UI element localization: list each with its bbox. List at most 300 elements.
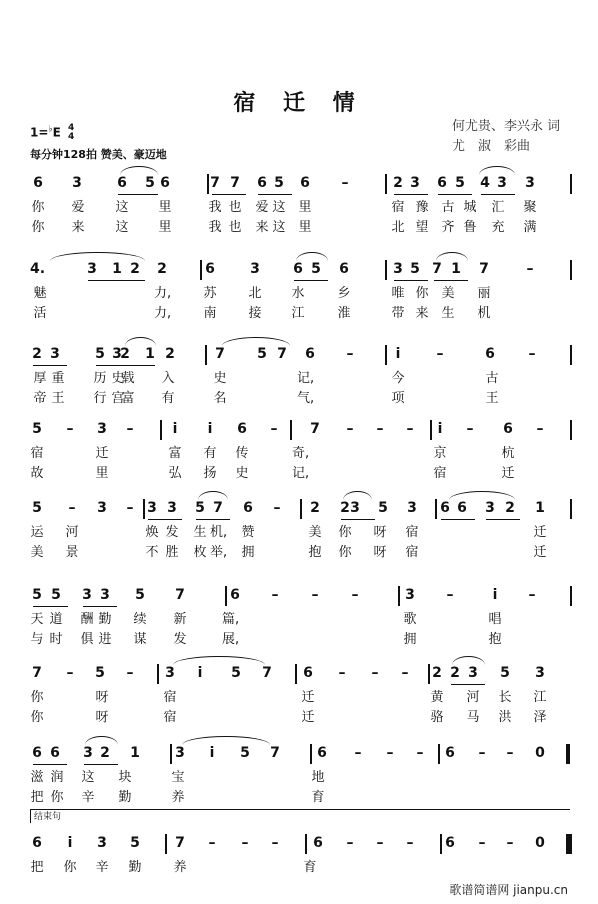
note: 5 (410, 261, 420, 277)
note: – (271, 835, 279, 851)
lyric-syllable: 记, (292, 466, 310, 481)
note: 3 (525, 175, 535, 191)
lyric-syllable: 魅 (33, 286, 47, 301)
lyric-syllable: 骆 (430, 710, 444, 725)
lyric-syllable: 续 (133, 612, 147, 627)
note: 5 (311, 261, 321, 277)
note: 6 (503, 421, 513, 437)
lyric-syllable: 运 (30, 525, 44, 540)
lyric-syllable: 来 (255, 220, 269, 235)
note: 6 (293, 261, 303, 277)
lyric-syllable: 拥 (241, 545, 255, 560)
lyric-syllable: 迁 (533, 545, 547, 560)
barline (310, 744, 312, 764)
beam-underline (111, 280, 145, 281)
lyric-syllable: 呀 (95, 710, 109, 725)
note: 6 (117, 175, 127, 191)
lyric-syllable: 城 (463, 200, 477, 215)
note: 3 (167, 500, 177, 516)
lyric-line-1 (0, 860, 598, 876)
note: i (395, 346, 401, 362)
lyric-syllable: 扬 (203, 466, 217, 481)
lyric-syllable: 宿 (405, 525, 419, 540)
system-3 (0, 343, 598, 406)
lyric-syllable: 展, (222, 632, 240, 647)
beam-underline (83, 606, 117, 607)
lyric-syllable: 带 (391, 306, 405, 321)
song-title: 宿 迁 情 (233, 90, 365, 116)
note: – (478, 835, 486, 851)
note: 7 (432, 261, 442, 277)
note: i (492, 587, 498, 603)
lyric-syllable: 与 (30, 632, 44, 647)
note: 6 (237, 421, 247, 437)
note: 6 (339, 261, 349, 277)
barline (430, 420, 432, 440)
lyric-syllable: 这 (81, 770, 95, 785)
lyric-syllable: 时 (49, 632, 63, 647)
note: 5 (145, 175, 155, 191)
lyric-syllable: 养 (173, 860, 187, 875)
notes-row (0, 742, 598, 764)
lyric-syllable: 北 (391, 220, 405, 235)
lyric-syllable: 抱 (308, 545, 322, 560)
system-6 (0, 584, 598, 647)
notes-row (0, 418, 598, 440)
note: 6 (485, 346, 495, 362)
note: 3 (350, 500, 360, 516)
lyric-syllable: 育 (311, 790, 325, 805)
lyric-syllable: 这 (272, 200, 286, 215)
key-label: 1= (30, 125, 49, 140)
note: 3 (535, 665, 545, 681)
barline-end (570, 586, 572, 606)
lyric-syllable: 力, (154, 306, 172, 321)
note: 6 (445, 745, 455, 761)
lyric-syllable: 你 (31, 200, 45, 215)
lyric-syllable: 把 (30, 790, 44, 805)
lyric-syllable: 美 (30, 545, 44, 560)
note: 3 (97, 835, 107, 851)
lyric-syllable: 发 (173, 632, 187, 647)
lyric-syllable: 里 (298, 220, 312, 235)
barline (435, 499, 437, 519)
note: 3 (97, 500, 107, 516)
lyric-syllable: 迁 (501, 466, 515, 481)
note: 3 (165, 665, 175, 681)
lyric-syllable: 望 (415, 220, 429, 235)
note: 6 (32, 835, 42, 851)
note: 6 (457, 500, 467, 516)
lyric-syllable: 聚 (523, 200, 537, 215)
note: 5 (32, 587, 42, 603)
lyric-syllable: 你 (338, 525, 352, 540)
lyric-syllable: 载 (121, 371, 135, 386)
note: 3 (87, 261, 97, 277)
note: – (446, 587, 454, 603)
lyric-syllable: 迁 (533, 525, 547, 540)
lyric-syllable: 王 (51, 391, 65, 406)
beam-underline (441, 519, 475, 520)
note: 5 (231, 665, 241, 681)
system-7 (0, 662, 598, 725)
note: 7 (479, 261, 489, 277)
note: 3 (83, 745, 93, 761)
barline-end (570, 345, 572, 365)
lyric-syllable: 篇, (222, 612, 240, 627)
lyric-line-2 (0, 632, 598, 648)
slur (50, 252, 145, 261)
lyric-line-1 (0, 690, 598, 706)
lyric-line-1 (0, 770, 598, 786)
barline-end (570, 420, 572, 440)
lyric-syllable: 古 (485, 371, 499, 386)
note: 3 (97, 421, 107, 437)
lyric-syllable: 爱 (71, 200, 85, 215)
note: – (66, 421, 74, 437)
slur (222, 337, 290, 346)
lyric-line-2 (0, 790, 598, 806)
lyric-line-2 (0, 710, 598, 726)
lyric-syllable: 河 (466, 690, 480, 705)
barline (160, 420, 162, 440)
note: 3 (50, 346, 60, 362)
beam-underline (148, 519, 182, 520)
note: 6 (317, 745, 327, 761)
lyric-syllable: 有 (161, 391, 175, 406)
lyric-syllable: 生 (441, 306, 455, 321)
note: – (506, 745, 514, 761)
barline-end (570, 174, 572, 194)
lyric-syllable: 宝 (171, 770, 185, 785)
lyric-syllable: 谋 (133, 632, 147, 647)
barline (205, 345, 207, 365)
note: 5 (240, 745, 250, 761)
note: 7 (270, 745, 280, 761)
note: – (406, 421, 414, 437)
note: – (341, 175, 349, 191)
note: 6 (33, 175, 43, 191)
lyric-syllable: 接 (248, 306, 262, 321)
note: 5 (95, 665, 105, 681)
lyric-syllable: 焕 (145, 525, 159, 540)
note: 7 (213, 500, 223, 516)
note: – (346, 421, 354, 437)
note: 2 (340, 500, 350, 516)
lyric-syllable: 厚 (33, 371, 47, 386)
lyric-syllable: 把 (30, 860, 44, 875)
lyric-syllable: 枚 (193, 545, 207, 560)
note: 6 (313, 835, 323, 851)
lyric-line-1 (0, 371, 598, 387)
slur (125, 337, 156, 346)
note: 7 (230, 175, 240, 191)
note: 0 (535, 835, 545, 851)
note: 2 (432, 665, 442, 681)
ending-bracket (30, 809, 570, 823)
lyric-syllable: 勤 (98, 612, 112, 627)
note: 5 (51, 587, 61, 603)
note: 3 (82, 587, 92, 603)
note: – (528, 346, 536, 362)
note: – (528, 587, 536, 603)
note: 6 (305, 346, 315, 362)
lyric-syllable: 乡 (337, 286, 351, 301)
lyric-syllable: 水 (291, 286, 305, 301)
note: i (172, 421, 178, 437)
lyric-syllable: 美 (441, 286, 455, 301)
flat-sign: ♭ (48, 124, 53, 135)
note: 6 (303, 665, 313, 681)
lyric-syllable: 你 (30, 710, 44, 725)
lyric-syllable: 迁 (95, 446, 109, 461)
lyric-syllable: 宫 (111, 391, 125, 406)
note: 5 (135, 587, 145, 603)
note: – (371, 665, 379, 681)
lyric-syllable: 抱 (488, 632, 502, 647)
note: 0 (535, 745, 545, 761)
barline (290, 420, 292, 440)
barline (300, 499, 302, 519)
note: 3 (468, 665, 478, 681)
barline (157, 664, 159, 684)
lyric-syllable: 美 (308, 525, 322, 540)
barline (295, 664, 297, 684)
note: 7 (215, 346, 225, 362)
lyric-syllable: 有 (203, 446, 217, 461)
lyric-syllable: 你 (338, 545, 352, 560)
lyric-syllable: 南 (203, 306, 217, 321)
note: 5 (95, 346, 105, 362)
lyric-syllable: 润 (50, 770, 64, 785)
lyric-line-1 (0, 446, 598, 462)
note: 1 (451, 261, 461, 277)
note: i (207, 421, 213, 437)
note: 3 (405, 587, 415, 603)
lyric-syllable: 宿 (405, 545, 419, 560)
lyric-syllable: 江 (291, 306, 305, 321)
lyric-syllable: 汇 (491, 200, 505, 215)
lyric-syllable: 唱 (488, 612, 502, 627)
lyric-syllable: 呀 (373, 545, 387, 560)
lyric-syllable: 北 (248, 286, 262, 301)
barline (305, 834, 307, 854)
note: – (126, 421, 134, 437)
barline (398, 586, 400, 606)
notes-row (0, 832, 598, 854)
time-signature (68, 124, 74, 142)
note: 5 (195, 500, 205, 516)
tempo-marking: 每分钟128拍 赞美、豪迈地 (30, 148, 167, 161)
note: 2 (157, 261, 167, 277)
lyric-syllable: 里 (95, 466, 109, 481)
lyric-syllable: 酬 (80, 612, 94, 627)
note: 2 (310, 500, 320, 516)
lyric-syllable: 这 (115, 220, 129, 235)
lyric-syllable: 迁 (301, 690, 315, 705)
lyric-syllable: 地 (311, 770, 325, 785)
notes-row (0, 584, 598, 606)
beam-underline (294, 280, 328, 281)
lyric-syllable: 宿 (433, 466, 447, 481)
lyric-syllable: 来 (71, 220, 85, 235)
time-unit: 4 (68, 132, 75, 142)
lyric-syllable: 宿 (163, 690, 177, 705)
lyric-line-2 (0, 391, 598, 407)
beam-underline (84, 764, 118, 765)
lyric-syllable: 你 (50, 790, 64, 805)
slur (449, 491, 515, 500)
lyric-syllable: 这 (115, 200, 129, 215)
lyric-syllable: 宿 (163, 710, 177, 725)
note: 3 (485, 500, 495, 516)
beam-underline (486, 519, 520, 520)
lyric-syllable: 里 (298, 200, 312, 215)
note: i (67, 835, 73, 851)
lyric-syllable: 富 (168, 446, 182, 461)
note: – (376, 835, 384, 851)
note: – (271, 587, 279, 603)
lyric-syllable: 我 (208, 220, 222, 235)
notes-row (0, 497, 598, 519)
barline (385, 174, 387, 194)
note: 7 (277, 346, 287, 362)
lyric-syllable: 你 (63, 860, 77, 875)
lyric-syllable: 杭 (501, 446, 515, 461)
note: 2 (165, 346, 175, 362)
lyric-syllable: 奇, (292, 446, 310, 461)
note: – (401, 665, 409, 681)
lyric-syllable: 史 (213, 371, 227, 386)
note: – (338, 665, 346, 681)
lyric-syllable: 胜 (165, 545, 179, 560)
barline (438, 744, 440, 764)
watermark: 歌谱简谱网 jianpu.cn (449, 883, 568, 897)
lyric-syllable: 举, (210, 545, 228, 560)
note: 6 (437, 175, 447, 191)
barline (165, 834, 167, 854)
slur (85, 736, 118, 745)
note: 3 (250, 261, 260, 277)
note: 5 (274, 175, 284, 191)
lyric-syllable: 勤 (118, 790, 132, 805)
note: – (406, 835, 414, 851)
composer-credit: 尤 淑 彩曲 (452, 139, 531, 154)
beam-underline (341, 519, 375, 520)
note: 3 (147, 500, 157, 516)
lyric-syllable: 道 (49, 612, 63, 627)
note: 6 (205, 261, 215, 277)
note: – (126, 665, 134, 681)
lyric-syllable: 不 (145, 545, 159, 560)
note: 3 (100, 587, 110, 603)
lyric-syllable: 传 (235, 446, 249, 461)
lyric-syllable: 育 (303, 860, 317, 875)
notes-row (0, 662, 598, 684)
lyric-syllable: 俱 (80, 632, 94, 647)
barline (428, 664, 430, 684)
lyric-syllable: 天 (30, 612, 44, 627)
lyric-syllable: 也 (228, 220, 242, 235)
barline-end (570, 834, 572, 854)
note: 6 (445, 835, 455, 851)
slur (198, 491, 228, 500)
note: 1 (112, 261, 122, 277)
note: – (478, 745, 486, 761)
beam-underline (438, 194, 472, 195)
note: 3 (407, 500, 417, 516)
note: 3 (175, 745, 185, 761)
lyric-syllable: 呀 (373, 525, 387, 540)
time-beats: 4 (68, 123, 75, 133)
note: 5 (32, 500, 42, 516)
lyric-syllable: 淮 (337, 306, 351, 321)
note: – (506, 835, 514, 851)
lyric-syllable: 洪 (498, 710, 512, 725)
note: – (273, 500, 281, 516)
note: 2 (393, 175, 403, 191)
slur (173, 656, 265, 665)
note: – (536, 421, 544, 437)
lyric-syllable: 迁 (301, 710, 315, 725)
note: – (68, 500, 76, 516)
lyric-line-1 (0, 286, 598, 302)
lyric-line-2 (0, 466, 598, 482)
note: i (197, 665, 203, 681)
lyric-syllable: 勤 (128, 860, 142, 875)
note: – (311, 587, 319, 603)
note: 6 (32, 745, 42, 761)
notes-row (0, 172, 598, 194)
lyric-syllable: 帝 (33, 391, 47, 406)
system-5 (0, 497, 598, 560)
lyric-syllable: 京 (433, 446, 447, 461)
note: – (354, 745, 362, 761)
lyric-syllable: 来 (415, 306, 429, 321)
lyric-syllable: 辛 (81, 790, 95, 805)
note: 1 (535, 500, 545, 516)
lyric-syllable: 也 (228, 200, 242, 215)
lyric-syllable: 泽 (533, 710, 547, 725)
note: 3 (410, 175, 420, 191)
lyric-line-1 (0, 525, 598, 541)
system-1 (0, 172, 598, 235)
lyric-syllable: 史 (111, 371, 125, 386)
lyric-syllable: 你 (415, 286, 429, 301)
note: 1 (130, 745, 140, 761)
lyricist-credit: 何尤贵、李兴永 词 (452, 119, 561, 134)
beam-underline (394, 280, 428, 281)
lyric-syllable: 行 (93, 391, 107, 406)
note: 7 (32, 665, 42, 681)
note: 7 (262, 665, 272, 681)
note: – (376, 421, 384, 437)
lyric-syllable: 力, (154, 286, 172, 301)
lyric-syllable: 丽 (477, 286, 491, 301)
note: 3 (72, 175, 82, 191)
slur (436, 252, 468, 261)
lyric-syllable: 赞 (241, 525, 255, 540)
note: – (346, 346, 354, 362)
note: – (208, 835, 216, 851)
note: 2 (32, 346, 42, 362)
lyric-line-2 (0, 306, 598, 322)
note: 6 (440, 500, 450, 516)
note: – (66, 665, 74, 681)
note: – (526, 261, 534, 277)
lyric-syllable: 古 (441, 200, 455, 215)
lyric-syllable: 宿 (30, 446, 44, 461)
